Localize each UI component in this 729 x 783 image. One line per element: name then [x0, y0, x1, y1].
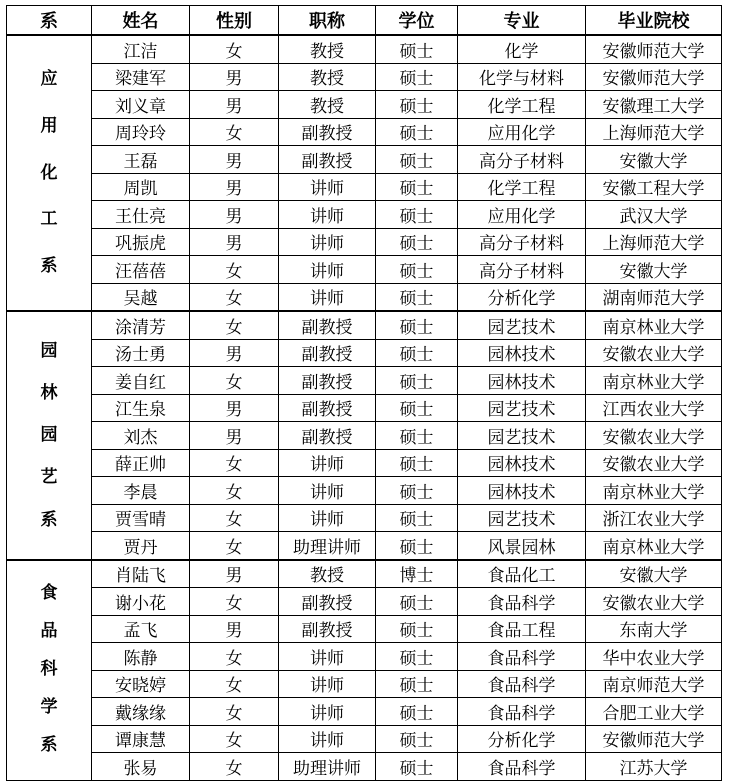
title-cell: 教授 [279, 91, 376, 119]
table-row [7, 118, 722, 146]
name-cell: 巩振虎 [92, 228, 190, 256]
school-cell: 东南大学 [586, 615, 722, 643]
gender-cell: 男 [190, 201, 279, 229]
table-row [7, 146, 722, 174]
table-row [7, 615, 722, 643]
faculty-table [6, 5, 722, 781]
table-row [7, 228, 722, 256]
major-cell: 食品工程 [458, 615, 586, 643]
major-cell: 食品化工 [458, 560, 586, 588]
gender-cell: 女 [190, 477, 279, 505]
header-row [7, 6, 722, 36]
title-cell: 教授 [279, 35, 376, 63]
school-cell: 安徽师范大学 [586, 63, 722, 91]
major-cell: 食品科学 [458, 588, 586, 616]
degree-cell: 硕士 [376, 118, 458, 146]
degree-cell: 硕士 [376, 588, 458, 616]
header-degree: 学位 [376, 6, 458, 36]
gender-cell: 女 [190, 449, 279, 477]
major-cell: 高分子材料 [458, 256, 586, 284]
name-cell: 贾丹 [92, 532, 190, 560]
header-school: 毕业院校 [586, 6, 722, 36]
name-cell: 陈静 [92, 643, 190, 671]
gender-cell: 女 [190, 670, 279, 698]
gender-cell: 女 [190, 283, 279, 311]
department-cell [7, 35, 92, 311]
title-cell: 讲师 [279, 698, 376, 726]
name-cell: 汤士勇 [92, 339, 190, 367]
department-cell [7, 311, 92, 560]
degree-cell: 硕士 [376, 615, 458, 643]
name-cell: 肖陆飞 [92, 560, 190, 588]
title-cell: 副教授 [279, 394, 376, 422]
name-cell: 汪蓓蓓 [92, 256, 190, 284]
gender-cell: 男 [190, 615, 279, 643]
gender-cell: 男 [190, 173, 279, 201]
table-row [7, 532, 722, 560]
department-name: 园林园艺系 [40, 340, 58, 530]
gender-cell: 男 [190, 228, 279, 256]
degree-cell: 硕士 [376, 339, 458, 367]
title-cell: 讲师 [279, 256, 376, 284]
department-cell [7, 560, 92, 781]
name-cell: 王磊 [92, 146, 190, 174]
major-cell: 园林技术 [458, 477, 586, 505]
table-row [7, 63, 722, 91]
table-body [7, 35, 722, 780]
degree-cell: 硕士 [376, 643, 458, 671]
school-cell: 上海师范大学 [586, 118, 722, 146]
gender-cell: 男 [190, 63, 279, 91]
title-cell: 讲师 [279, 504, 376, 532]
table-row [7, 394, 722, 422]
department-name: 食品科学系 [40, 583, 58, 755]
name-cell: 姜自红 [92, 367, 190, 395]
title-cell: 讲师 [279, 173, 376, 201]
major-cell: 高分子材料 [458, 228, 586, 256]
gender-cell: 女 [190, 311, 279, 339]
major-cell: 园艺技术 [458, 311, 586, 339]
school-cell: 安徽农业大学 [586, 422, 722, 450]
degree-cell: 硕士 [376, 201, 458, 229]
header-department: 系 [7, 6, 92, 36]
degree-cell: 硕士 [376, 367, 458, 395]
gender-cell: 女 [190, 532, 279, 560]
name-cell: 谭康慧 [92, 725, 190, 753]
major-cell: 园艺技术 [458, 422, 586, 450]
major-cell: 食品科学 [458, 643, 586, 671]
school-cell: 华中农业大学 [586, 643, 722, 671]
title-cell: 副教授 [279, 367, 376, 395]
title-cell: 教授 [279, 63, 376, 91]
table-row [7, 449, 722, 477]
degree-cell: 硕士 [376, 532, 458, 560]
gender-cell: 男 [190, 394, 279, 422]
major-cell: 食品科学 [458, 753, 586, 781]
header-gender: 性别 [190, 6, 279, 36]
name-cell: 江洁 [92, 35, 190, 63]
major-cell: 食品科学 [458, 670, 586, 698]
title-cell: 副教授 [279, 339, 376, 367]
major-cell: 风景园林 [458, 532, 586, 560]
gender-cell: 男 [190, 146, 279, 174]
major-cell: 园林技术 [458, 339, 586, 367]
school-cell: 合肥工业大学 [586, 698, 722, 726]
major-cell: 分析化学 [458, 283, 586, 311]
title-cell: 讲师 [279, 725, 376, 753]
major-cell: 园艺技术 [458, 394, 586, 422]
title-cell: 副教授 [279, 615, 376, 643]
name-cell: 梁建军 [92, 63, 190, 91]
degree-cell: 硕士 [376, 670, 458, 698]
major-cell: 园林技术 [458, 449, 586, 477]
major-cell: 食品科学 [458, 698, 586, 726]
degree-cell: 硕士 [376, 449, 458, 477]
school-cell: 安徽大学 [586, 146, 722, 174]
gender-cell: 女 [190, 725, 279, 753]
title-cell: 教授 [279, 560, 376, 588]
table-row [7, 91, 722, 119]
school-cell: 武汉大学 [586, 201, 722, 229]
school-cell: 南京林业大学 [586, 311, 722, 339]
table-row [7, 283, 722, 311]
gender-cell: 女 [190, 698, 279, 726]
degree-cell: 硕士 [376, 256, 458, 284]
major-cell: 化学 [458, 35, 586, 63]
table-row [7, 367, 722, 395]
degree-cell: 硕士 [376, 504, 458, 532]
degree-cell: 硕士 [376, 63, 458, 91]
name-cell: 周凯 [92, 173, 190, 201]
degree-cell: 硕士 [376, 311, 458, 339]
title-cell: 讲师 [279, 228, 376, 256]
table-row [7, 725, 722, 753]
school-cell: 安徽农业大学 [586, 588, 722, 616]
table-row [7, 560, 722, 588]
school-cell: 安徽大学 [586, 560, 722, 588]
name-cell: 江生泉 [92, 394, 190, 422]
school-cell: 安徽工程大学 [586, 173, 722, 201]
school-cell: 安徽理工大学 [586, 91, 722, 119]
school-cell: 南京师范大学 [586, 670, 722, 698]
school-cell: 江西农业大学 [586, 394, 722, 422]
major-cell: 园艺技术 [458, 504, 586, 532]
name-cell: 刘杰 [92, 422, 190, 450]
name-cell: 孟飞 [92, 615, 190, 643]
name-cell: 刘义章 [92, 91, 190, 119]
name-cell: 李晨 [92, 477, 190, 505]
gender-cell: 女 [190, 643, 279, 671]
gender-cell: 男 [190, 422, 279, 450]
degree-cell: 硕士 [376, 35, 458, 63]
table-row [7, 753, 722, 781]
gender-cell: 女 [190, 753, 279, 781]
major-cell: 应用化学 [458, 118, 586, 146]
table-row [7, 339, 722, 367]
title-cell: 助理讲师 [279, 753, 376, 781]
school-cell: 上海师范大学 [586, 228, 722, 256]
name-cell: 贾雪晴 [92, 504, 190, 532]
title-cell: 副教授 [279, 146, 376, 174]
table-row [7, 35, 722, 63]
school-cell: 安徽师范大学 [586, 35, 722, 63]
title-cell: 讲师 [279, 201, 376, 229]
school-cell: 江苏大学 [586, 753, 722, 781]
school-cell: 安徽大学 [586, 256, 722, 284]
school-cell: 南京林业大学 [586, 477, 722, 505]
school-cell: 湖南师范大学 [586, 283, 722, 311]
table-row [7, 173, 722, 201]
name-cell: 涂清芳 [92, 311, 190, 339]
degree-cell: 硕士 [376, 477, 458, 505]
gender-cell: 男 [190, 339, 279, 367]
table-row [7, 311, 722, 339]
gender-cell: 男 [190, 91, 279, 119]
school-cell: 浙江农业大学 [586, 504, 722, 532]
gender-cell: 女 [190, 588, 279, 616]
table-row [7, 588, 722, 616]
title-cell: 副教授 [279, 422, 376, 450]
name-cell: 周玲玲 [92, 118, 190, 146]
name-cell: 安晓婷 [92, 670, 190, 698]
school-cell: 南京林业大学 [586, 532, 722, 560]
major-cell: 高分子材料 [458, 146, 586, 174]
table-row [7, 256, 722, 284]
gender-cell: 女 [190, 504, 279, 532]
table-row [7, 698, 722, 726]
title-cell: 副教授 [279, 118, 376, 146]
table-row [7, 477, 722, 505]
degree-cell: 硕士 [376, 753, 458, 781]
name-cell: 张易 [92, 753, 190, 781]
title-cell: 讲师 [279, 670, 376, 698]
name-cell: 谢小花 [92, 588, 190, 616]
title-cell: 讲师 [279, 477, 376, 505]
gender-cell: 女 [190, 367, 279, 395]
table-row [7, 504, 722, 532]
degree-cell: 硕士 [376, 91, 458, 119]
gender-cell: 女 [190, 256, 279, 284]
degree-cell: 硕士 [376, 725, 458, 753]
name-cell: 戴缘缘 [92, 698, 190, 726]
major-cell: 化学与材料 [458, 63, 586, 91]
school-cell: 南京林业大学 [586, 367, 722, 395]
header-name: 姓名 [92, 6, 190, 36]
name-cell: 薛正帅 [92, 449, 190, 477]
major-cell: 化学工程 [458, 91, 586, 119]
major-cell: 园林技术 [458, 367, 586, 395]
degree-cell: 硕士 [376, 283, 458, 311]
gender-cell: 女 [190, 118, 279, 146]
header-title: 职称 [279, 6, 376, 36]
table-row [7, 201, 722, 229]
degree-cell: 硕士 [376, 173, 458, 201]
degree-cell: 硕士 [376, 394, 458, 422]
title-cell: 副教授 [279, 311, 376, 339]
table-row [7, 422, 722, 450]
name-cell: 王仕亮 [92, 201, 190, 229]
title-cell: 讲师 [279, 449, 376, 477]
gender-cell: 女 [190, 35, 279, 63]
table-row [7, 643, 722, 671]
header-major: 专业 [458, 6, 586, 36]
school-cell: 安徽农业大学 [586, 339, 722, 367]
degree-cell: 硕士 [376, 228, 458, 256]
table-row [7, 670, 722, 698]
title-cell: 副教授 [279, 588, 376, 616]
degree-cell: 博士 [376, 560, 458, 588]
school-cell: 安徽师范大学 [586, 725, 722, 753]
department-name: 应用化工系 [40, 68, 58, 277]
degree-cell: 硕士 [376, 698, 458, 726]
title-cell: 助理讲师 [279, 532, 376, 560]
gender-cell: 男 [190, 560, 279, 588]
degree-cell: 硕士 [376, 422, 458, 450]
major-cell: 化学工程 [458, 173, 586, 201]
major-cell: 分析化学 [458, 725, 586, 753]
name-cell: 吴越 [92, 283, 190, 311]
title-cell: 讲师 [279, 283, 376, 311]
school-cell: 安徽农业大学 [586, 449, 722, 477]
major-cell: 应用化学 [458, 201, 586, 229]
degree-cell: 硕士 [376, 146, 458, 174]
title-cell: 讲师 [279, 643, 376, 671]
